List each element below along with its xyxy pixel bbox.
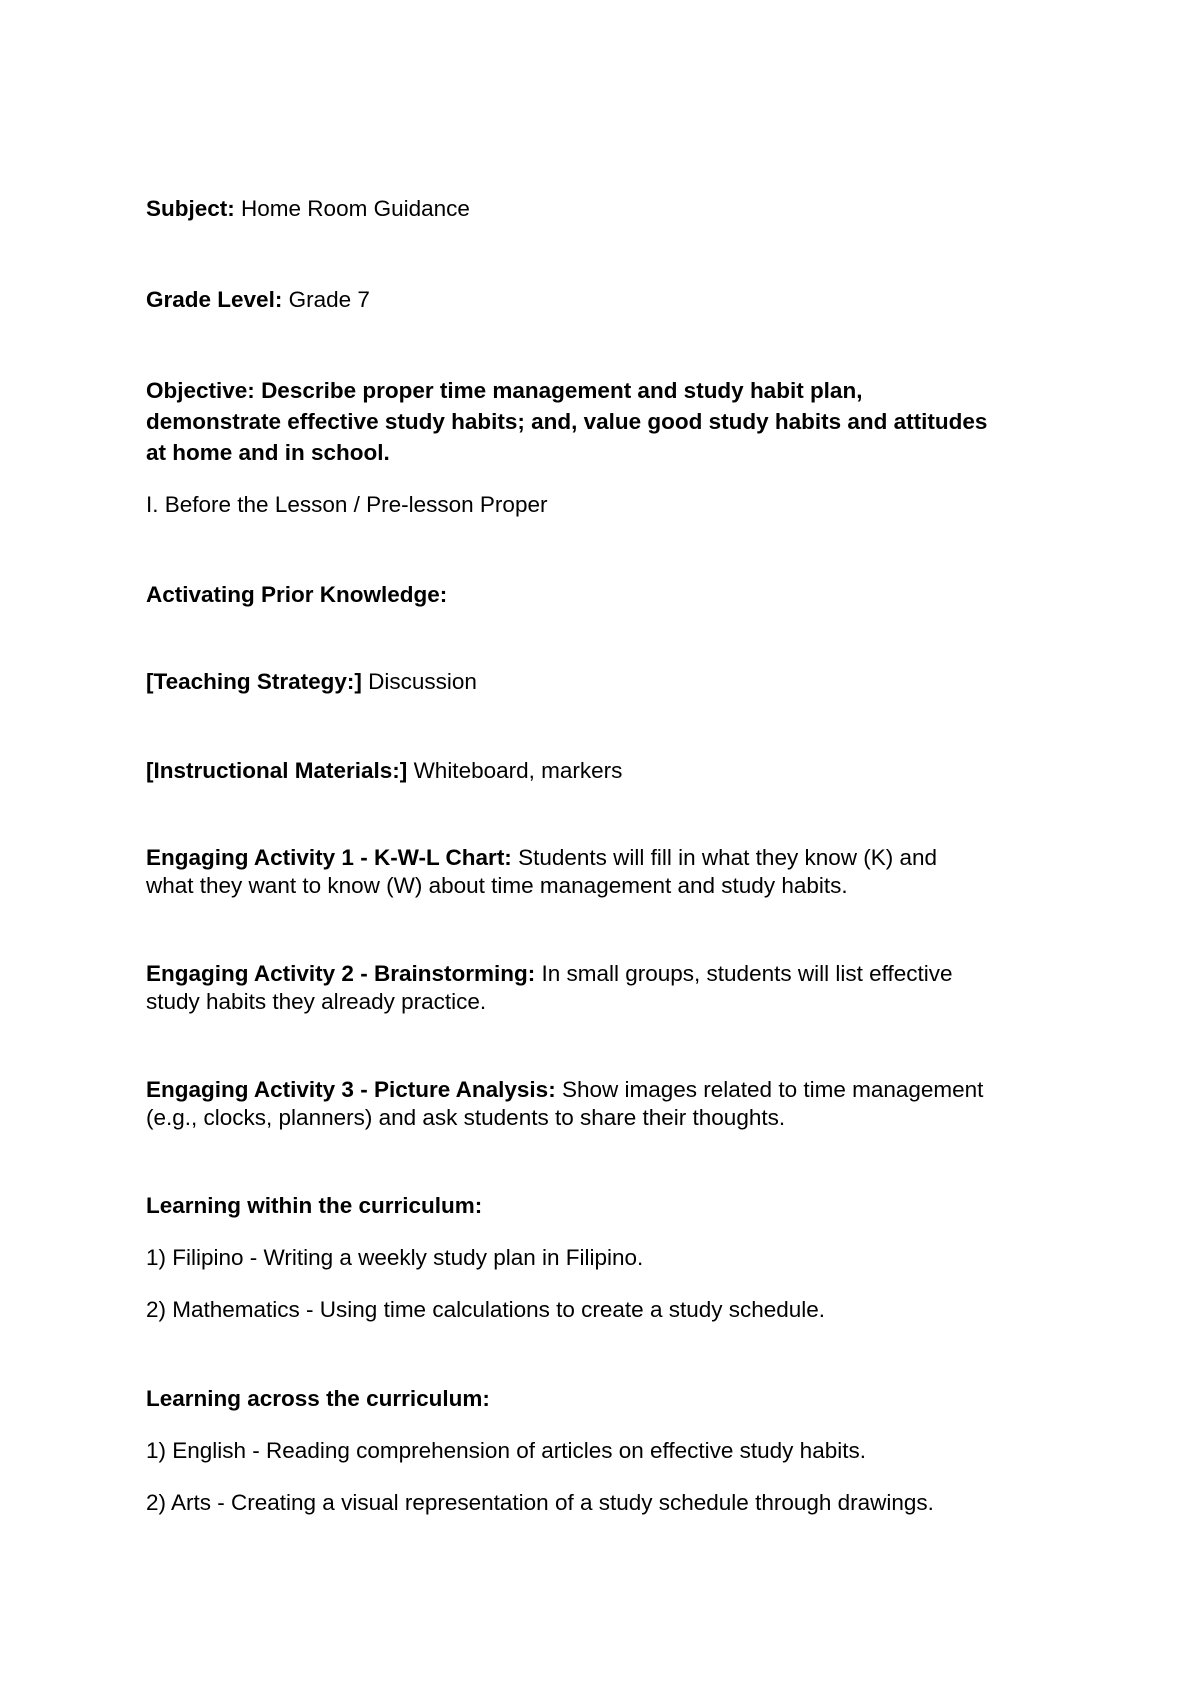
objective-label: Objective:	[146, 378, 255, 403]
grade-level-label: Grade Level:	[146, 287, 283, 312]
subject-line	[146, 195, 1066, 223]
activity-3-label: Engaging Activity 3 - Picture Analysis:	[146, 1077, 556, 1102]
subject-label: Subject:	[146, 196, 235, 221]
instructional-materials-line	[146, 757, 1066, 785]
activity-1-label: Engaging Activity 1 - K-W-L Chart:	[146, 845, 512, 870]
objective-text-2: demonstrate effective study habits; and, value good study habits and attitudes	[146, 409, 988, 434]
within-curriculum-heading	[146, 1192, 1066, 1220]
across-item-1: 1) English - Reading comprehension of articles on effective study habits.	[146, 1438, 866, 1463]
objective-line-1	[146, 377, 1066, 405]
grade-level-line	[146, 286, 1066, 314]
activating-heading-text: Activating Prior Knowledge:	[146, 582, 448, 607]
activity-2-line-2: study habits they already practice.	[146, 989, 487, 1014]
activity-1-line-2: what they want to know (W) about time management and study habits.	[146, 873, 848, 898]
teaching-strategy-label: [Teaching Strategy:]	[146, 669, 362, 694]
activity-2-text-1: In small groups, students will list effective	[541, 961, 953, 986]
within-item-2: 2) Mathematics - Using time calculations to create a study schedule.	[146, 1297, 826, 1322]
instructional-materials-value: Whiteboard, markers	[413, 758, 623, 783]
teaching-strategy-value: Discussion	[368, 669, 477, 694]
objective-line-3	[146, 439, 1066, 467]
subject-value: Home Room Guidance	[241, 196, 470, 221]
activity-3-line-2: (e.g., clocks, planners) and ask students to share their thoughts.	[146, 1105, 786, 1130]
section-title: I. Before the Lesson / Pre-lesson Proper	[146, 492, 548, 517]
activity-1-line-1	[146, 844, 1066, 872]
teaching-strategy-line	[146, 668, 1066, 696]
instructional-materials-label: [Instructional Materials:]	[146, 758, 408, 783]
activity-3-text-1: Show images related to time management	[561, 1077, 984, 1102]
across-item-2: 2) Arts - Creating a visual representation of a study schedule through drawings.	[146, 1490, 934, 1515]
within-item-1: 1) Filipino - Writing a weekly study plan in Filipino.	[146, 1245, 644, 1270]
within-curriculum-heading-text: Learning within the curriculum:	[146, 1193, 483, 1218]
activity-2-label: Engaging Activity 2 - Brainstorming:	[146, 961, 536, 986]
across-curriculum-heading-text: Learning across the curriculum:	[146, 1386, 490, 1411]
activating-heading	[146, 581, 1066, 609]
activity-2-line-1	[146, 960, 1066, 988]
objective-line-2	[146, 408, 1066, 436]
objective-text-1: Describe proper time management and study habit plan,	[261, 378, 863, 403]
objective-text-3: at home and in school.	[146, 440, 390, 465]
activity-1-text-1: Students will fill in what they know (K) and	[518, 845, 938, 870]
grade-level-value: Grade 7	[288, 287, 370, 312]
across-curriculum-heading	[146, 1385, 1066, 1413]
activity-3-line-1	[146, 1076, 1066, 1104]
